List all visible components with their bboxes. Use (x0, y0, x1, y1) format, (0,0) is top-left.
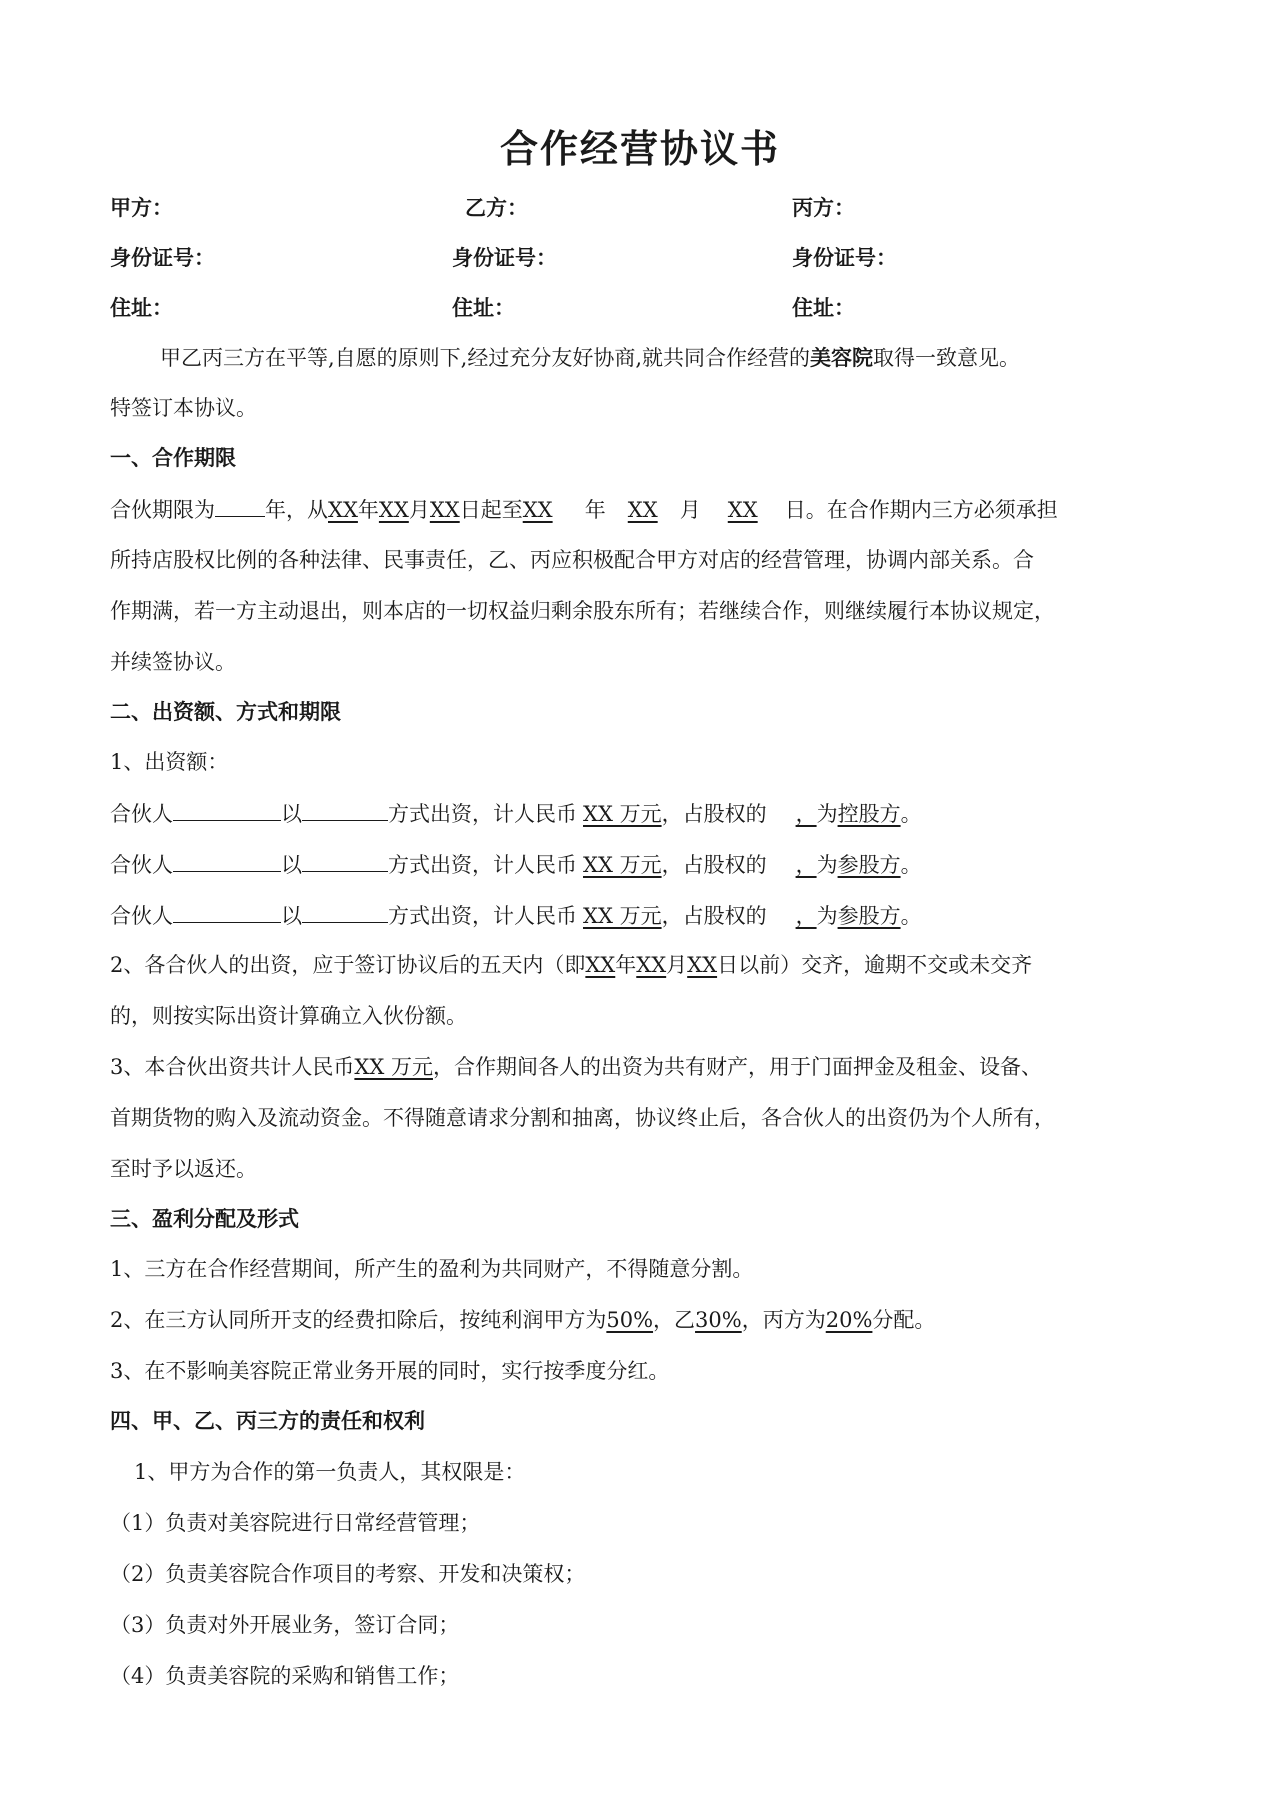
year-label: 年 (357, 498, 379, 522)
deadline-text-b: 日以前）交齐，逾期不交或未交齐 (717, 953, 1033, 977)
end-year-label: 年 (584, 498, 606, 522)
profit-share-c: 20% (825, 1308, 873, 1332)
party-a-label: 甲方： (110, 196, 173, 220)
party-a-address-label: 住址： (110, 296, 173, 320)
partner-label: 合伙人 (110, 802, 173, 826)
section-2-item-2-line-1 (110, 950, 1180, 980)
share-label: ，占股权的 (661, 802, 767, 826)
partner-name-blank (173, 798, 281, 821)
section-2-item-2-line-2: 的，则按实际出资计算确立入伙份额。 (110, 1004, 467, 1028)
profit-text-c: ，丙方为 (741, 1308, 826, 1332)
contribution-method-blank (302, 798, 388, 821)
share-blank: ， (795, 904, 817, 928)
contribution-amount: XX 万元 (583, 853, 662, 877)
section-4-item-4: （4）负责美容院的采购和销售工作； (110, 1664, 460, 1688)
share-label: ，占股权的 (661, 853, 767, 877)
contribution-method-blank (302, 900, 388, 923)
end-month-placeholder: XX (627, 498, 658, 522)
role-prefix: 为 (816, 802, 838, 826)
period: 。 (900, 853, 922, 877)
partner-name-blank (173, 849, 281, 872)
with-label: 以 (281, 853, 302, 877)
profit-text-a: 2、在三方认同所开支的经费扣除后，按纯利润甲方为 (110, 1308, 607, 1332)
end-year-placeholder: XX (522, 498, 553, 522)
total-text-a: 3、本合伙出资共计人民币 (110, 1055, 355, 1079)
intro-paragraph-line-2: 特签订本协议。 (110, 396, 257, 420)
partner-role: 参股方 (837, 904, 901, 928)
deadline-year-placeholder: XX (585, 953, 616, 977)
section-4-item-1: （1）负责对美容院进行日常经营管理； (110, 1511, 481, 1535)
intro-paragraph-line-1 (110, 343, 1230, 373)
partner-role: 控股方 (837, 802, 901, 826)
partner-role: 参股方 (837, 853, 901, 877)
deadline-month-label: 月 (666, 953, 688, 977)
party-b-label: 乙方： (465, 196, 528, 220)
section-2-item-3-line-1 (110, 1052, 1180, 1082)
profit-share-b: 30% (695, 1308, 742, 1332)
contribution-label: 方式出资，计人民币 (388, 904, 577, 928)
section-1-line-4: 并续签协议。 (110, 650, 236, 674)
section-2-item-3-line-2: 首期货物的购入及流动资金。不得随意请求分割和抽离，协议终止后，各合伙人的出资仍为个人所有， (110, 1106, 1055, 1130)
section-2-heading: 二、出资额、方式和期限 (110, 700, 341, 724)
total-amount: XX 万元 (354, 1055, 433, 1079)
profit-share-a: 50% (606, 1308, 654, 1332)
contribution-method-blank (302, 849, 388, 872)
deadline-day-placeholder: XX (687, 953, 718, 977)
term-years-blank (215, 494, 265, 517)
document-title: 合作经营协议书 (499, 127, 780, 171)
month-label: 月 (408, 498, 430, 522)
section-4-sub-1: 1、甲方为合作的第一负责人，其权限是： (134, 1460, 526, 1484)
period: 。 (900, 802, 922, 826)
partner-label: 合伙人 (110, 904, 173, 928)
section-1-line-3: 作期满，若一方主动退出，则本店的一切权益归剩余股东所有；若继续合作，则继续履行本协议规定， (110, 599, 1055, 623)
term-from-label: 年，从 (265, 498, 328, 522)
party-c-address-label: 住址： (792, 296, 855, 320)
section-1-line-2: 所持店股权比例的各种法律、民事责任，乙、丙应积极配合甲方对店的经营管理，协调内部关系。合 (110, 548, 1034, 572)
section-4-item-3: （3）负责对外开展业务，签订合同； (110, 1613, 460, 1637)
role-prefix: 为 (816, 904, 838, 928)
period: 。 (900, 904, 922, 928)
end-day-placeholder: XX (727, 498, 758, 522)
partner-row-3 (110, 900, 1180, 931)
share-blank: ， (795, 853, 817, 877)
party-c-label: 丙方： (792, 196, 855, 220)
party-b-address-label: 住址： (452, 296, 515, 320)
contribution-label: 方式出资，计人民币 (388, 802, 577, 826)
term-label: 合伙期限为 (110, 498, 215, 522)
contribution-amount: XX 万元 (583, 802, 662, 826)
total-text-b: ，合作期间各人的出资为共有财产，用于门面押金及租金、设备、 (432, 1055, 1042, 1079)
with-label: 以 (281, 802, 302, 826)
intro-text-a: 甲乙丙三方在平等,自愿的原则下,经过充分友好协商,就共同合作经营的 (160, 346, 811, 370)
section-3-heading: 三、盈利分配及形式 (110, 1207, 299, 1231)
section-3-item-3: 3、在不影响美容院正常业务开展的同时，实行按季度分红。 (110, 1359, 670, 1383)
partner-row-1 (110, 798, 1180, 829)
contribution-label: 方式出资，计人民币 (388, 853, 577, 877)
end-day-label: 日。在合作期内三方必须承担 (784, 498, 1058, 522)
day-to-label: 日起至 (459, 498, 523, 522)
profit-text-d: 分配。 (872, 1308, 936, 1332)
party-b-id-label: 身份证号： (452, 246, 557, 270)
share-label: ，占股权的 (661, 904, 767, 928)
section-4-item-2: （2）负责美容院合作项目的考察、开发和决策权； (110, 1562, 586, 1586)
deadline-year-label: 年 (615, 953, 637, 977)
party-a-id-label: 身份证号： (110, 246, 215, 270)
partner-label: 合伙人 (110, 853, 173, 877)
deadline-month-placeholder: XX (636, 953, 667, 977)
section-1-line-1 (110, 494, 1180, 525)
deadline-text-a: 2、各合伙人的出资，应于签订协议后的五天内（即 (110, 953, 586, 977)
section-2-sub-1: 1、出资额： (110, 750, 229, 774)
section-2-item-3-line-3: 至时予以返还。 (110, 1157, 257, 1181)
start-day-placeholder: XX (429, 498, 460, 522)
role-prefix: 为 (816, 853, 838, 877)
section-3-item-1: 1、三方在合作经营期间，所产生的盈利为共同财产，不得随意分割。 (110, 1257, 754, 1281)
with-label: 以 (281, 904, 302, 928)
section-3-item-2 (110, 1305, 1180, 1335)
contribution-amount: XX 万元 (583, 904, 662, 928)
start-month-placeholder: XX (378, 498, 409, 522)
share-blank: ， (795, 802, 817, 826)
profit-text-b: ，乙 (653, 1308, 696, 1332)
partner-row-2 (110, 849, 1180, 880)
section-4-heading: 四、甲、乙、丙三方的责任和权利 (110, 1409, 425, 1433)
end-month-label: 月 (679, 498, 701, 522)
section-1-heading: 一、合作期限 (110, 446, 236, 470)
party-c-id-label: 身份证号： (792, 246, 897, 270)
intro-text-b: 取得一致意见。 (873, 346, 1021, 370)
intro-business-name: 美容院 (810, 346, 874, 370)
partner-name-blank (173, 900, 281, 923)
start-year-placeholder: XX (328, 498, 358, 522)
